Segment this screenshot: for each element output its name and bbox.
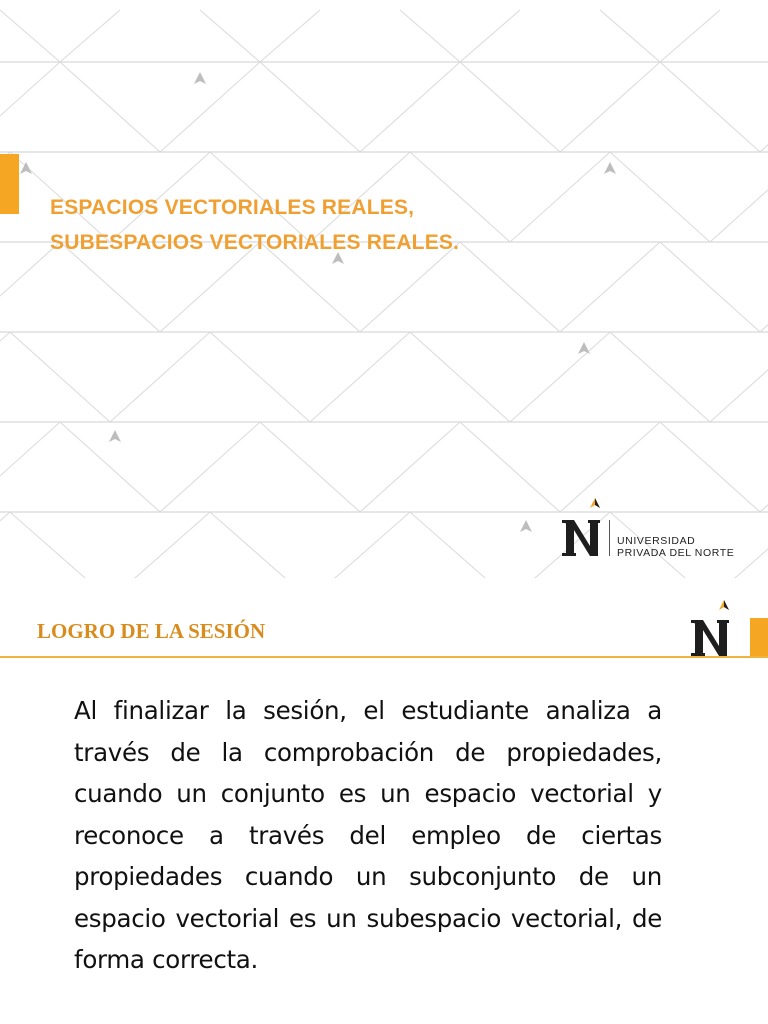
logo-line-2: PRIVADA DEL NORTE (617, 547, 735, 559)
title-underline (0, 656, 768, 658)
upn-logo-icon (562, 498, 604, 558)
section-title: LOGRO DE LA SESIÓN (37, 619, 266, 643)
session-goal-text: Al finalizar la sesión, el estudiante analiza a través de la comprobación de propiedades, cuando un conjunto es un espacio vectorial y reconoce a través del empleo de ciertas propiedades cuando un subconjunto de un espacio vectorial es un subespacio vectorial, de forma correcta. (74, 696, 662, 974)
slide-title (50, 190, 650, 260)
title-line-2: SUBESPACIOS VECTORIALES REALES. (50, 231, 460, 254)
logo-divider (609, 520, 610, 556)
upn-small-logo-icon (690, 600, 734, 658)
accent-bar-right (750, 618, 768, 656)
accent-bar (0, 154, 19, 214)
content-slide (0, 578, 768, 1024)
logo-wordmark (617, 535, 734, 559)
university-logo (562, 498, 762, 560)
logo-line-1: UNIVERSIDAD (617, 535, 696, 547)
title-line-1: ESPACIOS VECTORIALES REALES, (50, 196, 415, 219)
